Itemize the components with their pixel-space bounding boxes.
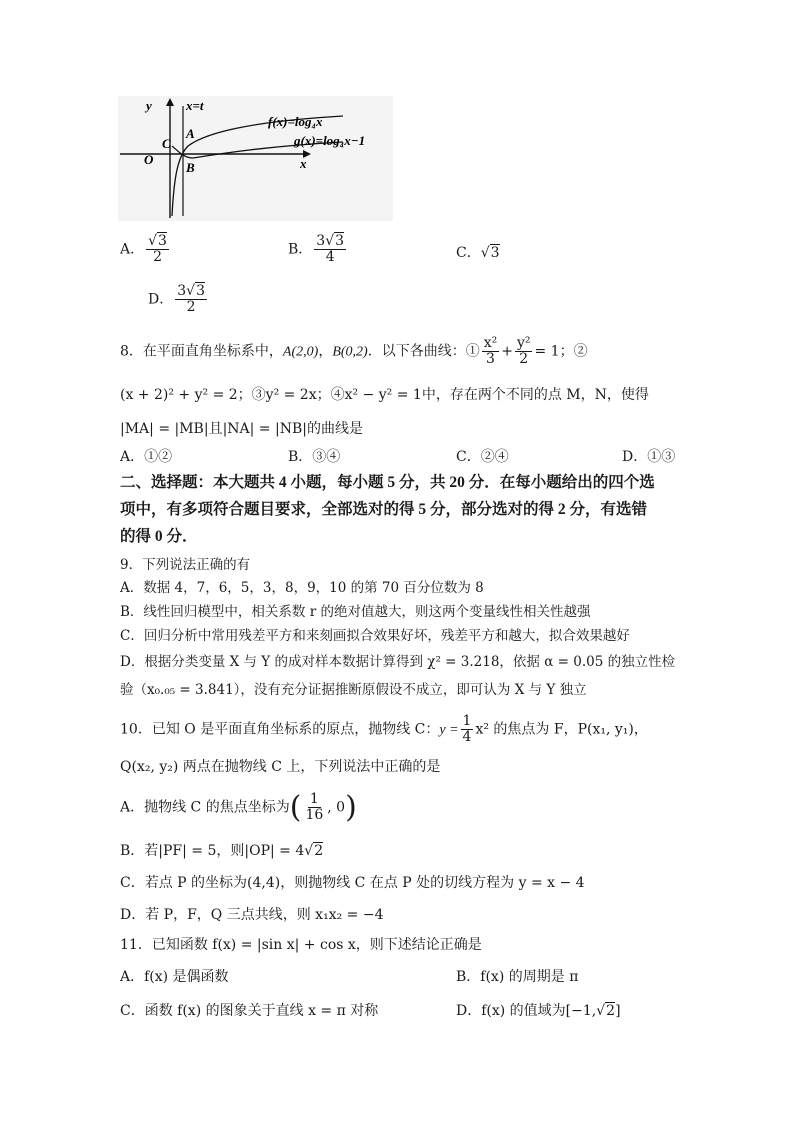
q9-stem: 9．下列说法正确的有 <box>120 557 251 573</box>
x-axis-label: x <box>300 156 307 171</box>
q8-option-a[interactable]: A．①② <box>120 449 173 465</box>
q10-option-d[interactable]: D．若 P，F，Q 三点共线，则 x₁x₂ = −4 <box>120 907 384 923</box>
q7-option-d[interactable]: D． $\frac{3√3}{2}$ <box>148 283 205 315</box>
q9-option-d-line-1[interactable]: D．根据分类变量 X 与 Y 的成对样本数据计算得到 χ² = 3.218，依据 α = 0.05 的独立性检 <box>120 654 676 670</box>
point-c-label: C <box>162 136 171 151</box>
q11-option-b[interactable]: B．f(x) 的周期是 π <box>456 969 579 985</box>
q7-option-a[interactable]: A． $\frac{√3}{2}$ <box>120 233 167 265</box>
q10-option-a[interactable]: A．抛物线 C 的焦点坐标为( $\frac{1}{16}$ , 0) <box>120 790 357 825</box>
q11-stem: 11．已知函数 f(x) = |sin x| + cos x，则下述结论正确是 <box>120 937 482 953</box>
q9-option-b[interactable]: B．线性回归模型中，相关系数 r 的绝对值越大，则这两个变量线性相关性越强 <box>120 604 591 620</box>
q9-option-c[interactable]: C．回归分析中常用残差平方和来刻画拟合效果好坏，残差平方和越大，拟合效果越好 <box>120 628 630 644</box>
q9-option-a[interactable]: A．数据 4，7，6，5，3，8，9，10 的第 70 百分位数为 8 <box>120 580 484 596</box>
q8-line-3: |MA| = |MB|且|NA| = |NB|的曲线是 <box>120 421 363 437</box>
q11-option-c[interactable]: C．函数 f(x) 的图象关于直线 x = π 对称 <box>120 1003 379 1019</box>
q10-option-b[interactable]: B．若|PF| = 5，则|OP| = 4√2 <box>120 843 324 859</box>
q10-option-c[interactable]: C．若点 P 的坐标为(4,4)，则抛物线 C 在点 P 处的切线方程为 y = x − 4 <box>120 875 585 891</box>
q11-option-d[interactable]: D．f(x) 的值域为[−1,√2] <box>456 1003 621 1019</box>
q8-option-b[interactable]: B．③④ <box>288 449 341 465</box>
q8-option-d[interactable]: D．①③ <box>622 449 676 465</box>
point-a-label: A <box>186 126 195 141</box>
section2-heading-line-3: 的得 0 分． <box>120 528 198 545</box>
g-label: g(x)=log₄x−1 <box>294 133 366 148</box>
q10-stem-line-2: Q(x₂, y₂) 两点在抛物线 C 上，下列说法中正确的是 <box>120 759 441 775</box>
q7-option-c[interactable]: C．√3 <box>456 245 500 261</box>
q11-option-a[interactable]: A．f(x) 是偶函数 <box>120 969 229 985</box>
section2-heading-line-2: 项中，有多项符合题目要求，全部选对的得 5 分，部分选对的得 2 分，有选错 <box>120 501 648 518</box>
q8-line-1: 8．在平面直角坐标系中，A(2,0)，B(0,2)．以下各曲线：① $\frac{\text{x²}}{3}$ + $\frac{\text{y²}}{2}$ = 1；② <box>120 335 588 367</box>
q7-option-b[interactable]: B． $\frac{3√3}{4}$ <box>288 233 345 265</box>
point-b-label: B <box>186 160 195 175</box>
f-label: f(x)=log₄x <box>268 114 323 129</box>
q8-option-c[interactable]: C．②④ <box>456 449 509 465</box>
x-eq-t-label: x=t <box>186 98 204 113</box>
section2-heading-line-1: 二、选择题：本大题共 4 小题，每小题 5 分，共 20 分．在每小题给出的四个选 <box>120 474 655 491</box>
q8-line-2: (x + 2)² + y² = 2；③y² = 2x；④x² − y² = 1中，存在两个不同的点 M，N，使得 <box>120 387 649 403</box>
q10-stem-line-1: 10．已知 O 是平面直角坐标系的原点，抛物线 C：y = $\frac{1}{4}$ x² 的焦点为 F，P(x₁, y₁)， <box>120 713 648 745</box>
y-axis-label: y <box>146 98 152 113</box>
origin-label: O <box>144 152 154 167</box>
q9-option-d-line-2: 验（x₀.₀₅ = 3.841），没有充分证据推断原假设不成立，即可认为 X 与 Y 独立 <box>120 682 587 698</box>
function-graph-figure <box>118 96 393 221</box>
